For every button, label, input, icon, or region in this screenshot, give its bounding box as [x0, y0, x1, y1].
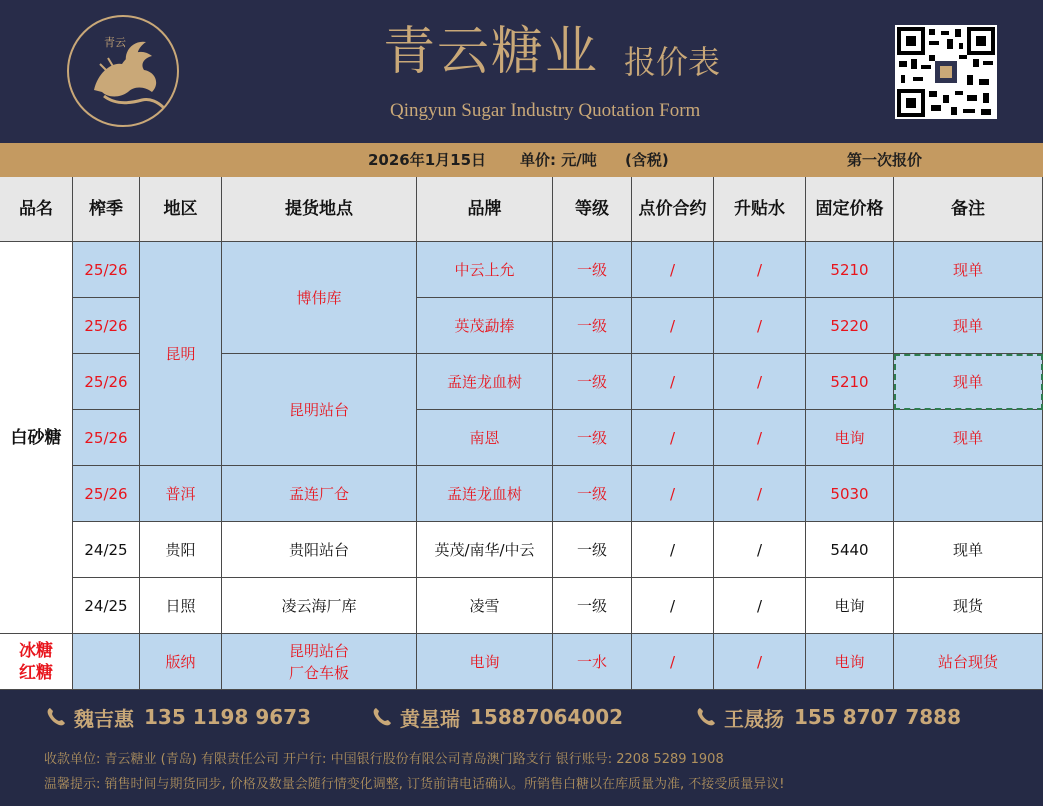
region-banna: 版纳: [140, 634, 222, 690]
phone-icon: [44, 705, 68, 729]
quote-info-bar: [0, 143, 1043, 177]
region-puer: 普洱: [140, 466, 222, 522]
header-region: 地区: [140, 177, 222, 242]
row-season: 24/25: [73, 578, 140, 634]
location-banna-line2: 厂仓车板: [288, 663, 349, 682]
contact-1: [44, 702, 311, 732]
contact-name: 黄星瑞: [400, 706, 460, 731]
row-contract: /: [632, 242, 714, 298]
price-unit: 单价: 元/吨: [520, 151, 597, 169]
qr-code-icon[interactable]: [895, 25, 997, 119]
row-season: 25/26: [73, 354, 140, 410]
row-note: 现单: [894, 298, 1043, 354]
row-grade: 一级: [553, 354, 632, 410]
row-price: 电询: [806, 578, 894, 634]
row-brand: 英茂/南华/中云: [417, 522, 553, 578]
location-guiyang-station: 贵阳站台: [222, 522, 417, 578]
row-grade: 一级: [553, 578, 632, 634]
row-premium: /: [714, 242, 806, 298]
row-contract: /: [632, 634, 714, 690]
row-premium: /: [714, 466, 806, 522]
header-fixed-price: 固定价格: [806, 177, 894, 242]
location-bowei: 博伟库: [222, 242, 417, 354]
form-subtitle: 报价表: [624, 43, 721, 81]
row-brand: 中云上允: [417, 242, 553, 298]
product-rock-sugar: 冰糖: [19, 640, 53, 661]
header-grade: 等级: [553, 177, 632, 242]
row-grade: 一水: [553, 634, 632, 690]
row-price: 电询: [806, 634, 894, 690]
contact-2: [370, 702, 623, 732]
phone-icon: [694, 705, 718, 729]
row-season: [73, 634, 140, 690]
header-product: 品名: [0, 177, 73, 242]
bank-info: 收款单位: 青云糖业 (青岛) 有限责任公司 开户行: 中国银行股份有限公司青岛澳门路支行 银行账号: 2208 5289 1908: [44, 752, 724, 767]
company-title: 青云糖业: [383, 22, 600, 82]
contact-3: [694, 702, 961, 732]
location-lingyun: 凌云海厂库: [222, 578, 417, 634]
quote-round: 第一次报价: [847, 151, 923, 169]
row-brand: 电询: [417, 634, 553, 690]
contact-name: 王晟扬: [724, 706, 784, 731]
row-price: 电询: [806, 410, 894, 466]
header-note: 备注: [894, 177, 1043, 242]
row-grade: 一级: [553, 522, 632, 578]
header-premium: 升贴水: [714, 177, 806, 242]
logo-text: 青云: [104, 36, 126, 49]
row-price: 5210: [806, 242, 894, 298]
english-title: Qingyun Sugar Industry Quotation Form: [390, 100, 701, 121]
product-white-sugar: 白砂糖: [0, 242, 73, 634]
row-premium: /: [714, 522, 806, 578]
row-premium: /: [714, 634, 806, 690]
row-contract: /: [632, 466, 714, 522]
row-price: 5440: [806, 522, 894, 578]
row-price: 5210: [806, 354, 894, 410]
row-note: [894, 466, 1043, 522]
row-brand: 南恩: [417, 410, 553, 466]
row-contract: /: [632, 410, 714, 466]
location-kunming-station: 昆明站台: [222, 354, 417, 466]
quotation-table: [0, 177, 1043, 690]
row-premium: /: [714, 354, 806, 410]
row-contract: /: [632, 298, 714, 354]
contact-name: 魏吉惠: [74, 706, 134, 731]
row-grade: 一级: [553, 242, 632, 298]
row-note: 现单: [894, 410, 1043, 466]
contact-phone[interactable]: 155 8707 7888: [794, 705, 962, 729]
row-note: 现货: [894, 578, 1043, 634]
row-note: 站台现货: [894, 634, 1043, 690]
row-season: 24/25: [73, 522, 140, 578]
selected-cell[interactable]: 现单: [894, 354, 1043, 410]
quote-date: 2026年1月15日: [368, 151, 487, 169]
header-banner: [0, 0, 1043, 143]
row-price: 5220: [806, 298, 894, 354]
contact-phone[interactable]: 135 1198 9673: [144, 705, 312, 729]
row-note: 现单: [894, 522, 1043, 578]
header-season: 榨季: [73, 177, 140, 242]
phone-icon: [370, 705, 394, 729]
row-season: 25/26: [73, 410, 140, 466]
row-contract: /: [632, 578, 714, 634]
region-rizhao: 日照: [140, 578, 222, 634]
row-brand: 孟连龙血树: [417, 354, 553, 410]
header-brand: 品牌: [417, 177, 553, 242]
header-location: 提货地点: [222, 177, 417, 242]
product-rock-brown-sugar: [0, 634, 73, 690]
row-brand: 孟连龙血树: [417, 466, 553, 522]
row-season: 25/26: [73, 298, 140, 354]
row-contract: /: [632, 522, 714, 578]
location-banna: [222, 634, 417, 690]
logo-qilin-icon: [64, 12, 182, 130]
row-contract: /: [632, 354, 714, 410]
row-grade: 一级: [553, 298, 632, 354]
footer: [0, 690, 1043, 806]
row-grade: 一级: [553, 410, 632, 466]
region-kunming: 昆明: [140, 242, 222, 466]
notice-text: 温馨提示: 销售时间与期货同步, 价格及数量会随行情变化调整, 订货前请电话确认。所销售白糖以在库质量为准, 不接受质量异议!: [44, 777, 785, 792]
tax-note: (含税): [625, 151, 669, 169]
region-guiyang: 贵阳: [140, 522, 222, 578]
row-season: 25/26: [73, 466, 140, 522]
row-grade: 一级: [553, 466, 632, 522]
contact-phone[interactable]: 15887064002: [470, 705, 624, 729]
product-brown-sugar: 红糖: [19, 662, 53, 683]
row-note: 现单: [894, 242, 1043, 298]
location-menglian: 孟连厂仓: [222, 466, 417, 522]
row-premium: /: [714, 298, 806, 354]
row-premium: /: [714, 410, 806, 466]
row-brand: 凌雪: [417, 578, 553, 634]
row-premium: /: [714, 578, 806, 634]
header-contract: 点价合约: [632, 177, 714, 242]
row-price: 5030: [806, 466, 894, 522]
row-season: 25/26: [73, 242, 140, 298]
location-banna-line1: 昆明站台: [288, 641, 349, 660]
row-brand: 英茂勐捧: [417, 298, 553, 354]
